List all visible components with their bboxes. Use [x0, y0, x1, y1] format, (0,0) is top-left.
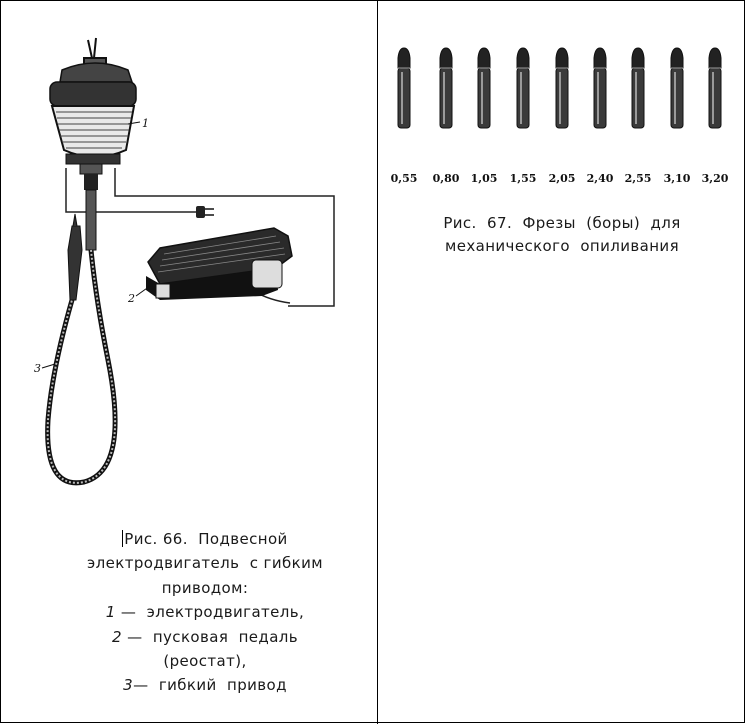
handpiece — [68, 190, 96, 300]
bur-4 — [517, 48, 529, 128]
legend-2-continuation: (реостат), — [163, 652, 247, 671]
bur-6 — [594, 48, 606, 128]
legend-1-number: 1 — [105, 603, 116, 622]
legend-2-number: 2 — [111, 627, 122, 646]
caption-66-line-3: приводом: — [161, 578, 249, 597]
electric-motor — [50, 63, 136, 190]
bur-3 — [478, 48, 490, 128]
figure-67-burs — [378, 0, 746, 170]
caption-67-line-1: Рис. 67. Фрезы (боры) для — [443, 214, 681, 232]
bur-1 — [398, 48, 410, 128]
callout-1: 1 — [142, 117, 149, 130]
caption-66-line-1: Рис. 66. Подвесной — [124, 530, 288, 548]
legend-1-text: — электродвигатель, — [115, 603, 305, 622]
power-plug — [196, 206, 214, 218]
bur-size-label: 1,05 — [470, 172, 498, 185]
bur-2 — [440, 48, 452, 128]
legend-2-text: — пусковая педаль — [121, 627, 299, 646]
bur-size-label: 3,10 — [663, 172, 691, 185]
bur-5 — [556, 48, 568, 128]
callout-3: 3 — [34, 362, 41, 375]
flexible-drive-cable — [48, 250, 115, 483]
bur-size-label: 2,55 — [624, 172, 652, 185]
legend-3-text: — гибкий привод — [133, 676, 287, 695]
bur-size-label: 0,80 — [432, 172, 460, 185]
bur-size-labels — [378, 172, 746, 188]
bur-size-label: 2,40 — [586, 172, 614, 185]
bur-size-label: 2,05 — [548, 172, 576, 185]
bur-7 — [632, 48, 644, 128]
figure-67-caption — [384, 212, 740, 258]
bur-size-label: 0,55 — [390, 172, 418, 185]
bur-size-label: 3,20 — [701, 172, 729, 185]
bur-9 — [709, 48, 721, 128]
bur-8 — [671, 48, 683, 128]
figure-66-caption — [40, 527, 370, 698]
caption-67-line-2: механического опиливания — [444, 237, 680, 255]
legend-3-number: 3 — [123, 676, 134, 695]
bur-size-label: 1,55 — [509, 172, 537, 185]
callout-2: 2 — [128, 292, 135, 305]
caption-66-line-2: электродвигатель с гибким — [87, 554, 323, 573]
foot-pedal — [146, 228, 292, 300]
